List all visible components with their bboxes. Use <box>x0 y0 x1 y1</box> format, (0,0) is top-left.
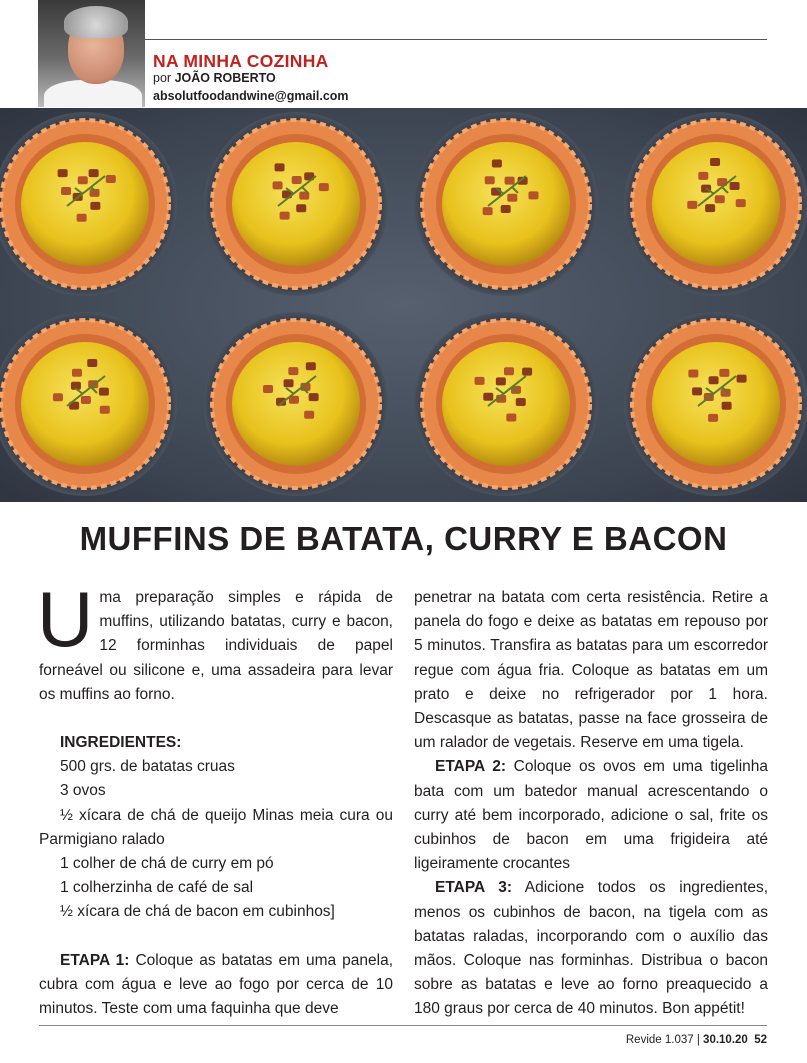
column-left <box>37 575 393 1021</box>
step-3-text: Adicione todos os ingredientes, menos os cubinhos de bacon, na tigela com as batatas raladas, incorporando com o auxílio das mãos. Coloque nas forminhas. Distribua o bacon sobre as batatas e leve ao forno preaquecido a 180 graus por cerca de 40 minutos. Bon appétit! <box>414 879 769 1018</box>
author-name: JOÃO ROBERTO <box>174 71 276 85</box>
muffin <box>204 112 388 296</box>
drop-cap: U <box>37 575 94 663</box>
header-rule <box>145 39 767 40</box>
step-3-label: ETAPA 3: <box>435 879 513 897</box>
step-2-label: ETAPA 2: <box>435 758 507 776</box>
byline-prefix: por <box>153 71 172 85</box>
ingredient-item: 500 grs. de batatas cruas <box>60 758 235 776</box>
ingredients-heading: INGREDIENTES: <box>60 734 182 752</box>
muffin <box>624 112 807 296</box>
article-title: MUFFINS DE BATATA, CURRY E BACON <box>79 520 728 557</box>
muffin <box>204 312 388 496</box>
footer-rule <box>39 1025 767 1026</box>
ingredient-item: ½ xícara de chá de bacon em cubinhos] <box>60 903 335 921</box>
page-number: 52 <box>754 1034 767 1046</box>
muffins-photo <box>0 108 807 502</box>
intro-text: ma preparação simples e rápida de muffins, utilizando batatas, curry e bacon, 12 forminhas individuais de papel forneável ou silicone e, uma assadeira para levar os muffins ao forno. <box>39 589 393 703</box>
muffin <box>624 312 807 496</box>
muffin <box>0 312 177 496</box>
muffin <box>414 112 598 296</box>
author-photo <box>38 0 145 107</box>
step-1 <box>39 949 393 1022</box>
intro-paragraph <box>37 575 393 707</box>
issue-number: Revide 1.037 <box>625 1034 694 1046</box>
muffin <box>0 112 177 296</box>
section-title: NA MINHA COZINHA <box>153 51 329 71</box>
column-right <box>414 586 768 1022</box>
author-email: absolutfoodandwine@gmail.com <box>153 89 349 103</box>
ingredient-item: 1 colher de chá de curry em pó <box>60 855 274 873</box>
step-2 <box>414 755 768 876</box>
issue-date: 30.10.20 <box>703 1034 748 1046</box>
step-1-text: Coloque as batatas em uma panela, cubra com água e leve ao fogo por cerca de 10 minutos. Teste com uma faquinha que deve <box>39 951 393 1018</box>
step-1-continued: penetrar na batata com certa resistência. Retire a panela do fogo e deixe as batatas em repouso por 5 minutos. Transfira as batatas para um escorredor regue com água fria. Coloque as batatas em um prato e deixe no refrigerador por 1 hora. Descasque as batatas, passe na face grosseira de um ralador de vegetais. Reserve em uma tigela. <box>414 589 768 752</box>
ingredient-item: 3 ovos <box>60 782 106 800</box>
ingredient-item: 1 colherzinha de café de sal <box>60 879 254 897</box>
muffin <box>414 312 598 496</box>
step-1-label: ETAPA 1: <box>60 951 130 969</box>
step-2-text: Coloque os ovos em uma tigelinha bata com um batedor manual acrescentando o curry até bem incorporado, adicione o sal, frite os cubinhos de bacon em uma frigideira até ligeiramente crocantes <box>414 758 768 873</box>
step-3 <box>414 876 768 1021</box>
ingredient-item: ½ xícara de chá de queijo Minas meia cura ou Parmigiano ralado <box>39 806 393 848</box>
page-footer: Revide 1.037 | 30.10.20 52 <box>625 1034 767 1046</box>
byline <box>153 71 276 85</box>
